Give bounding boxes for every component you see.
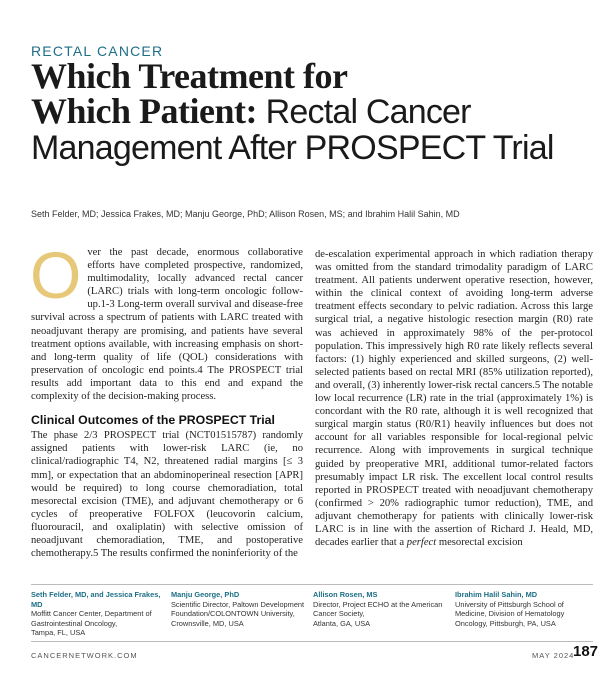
left-column [30, 238, 303, 560]
author-bio [313, 590, 453, 628]
bio-line: Atlanta, GA, USA [313, 618, 371, 628]
intro-text: ver the past decade, enormous collaborative efforts have completed prospective, randomized, multimodality, locally advanced rectal cancer (LARC) trials with long-term oncologic follow-up.1-3 Long-term overall survival and disease-free survival across a spectrum of patients with LARC treated with neoadjuvant therapy are promising, and patients have several treatment options available, with increasing emphasis on short- and long-term quality of life (QOL) considerations with preservation of oncologic end points.4 The PROSPECT trial results add important data to this end and expand the complexity of the decision-making process. [31, 247, 303, 403]
bio-line: Tampa, FL, USA [31, 628, 86, 638]
body-paragraph-right [315, 248, 593, 549]
article-title [31, 56, 601, 167]
bio-name: Seth Felder, MD, and Jessica Frakes, MD [31, 590, 161, 609]
body-text-right-end: mesorectal excision [436, 537, 523, 549]
bio-name: Ibrahim Halil Sahin, MD [455, 590, 538, 599]
bio-line: Medicine, Division of Hematology [455, 609, 565, 619]
bio-line: Director, Project ECHO at the American [313, 599, 443, 609]
body-text-right: de-escalation experimental approach in which radiation therapy was omitted from the standard trimodality paradigm of LARC treatment. All patients underwent operative resection, however, within the clinical context of avoiding long-term adverse treatment effects secondary to pelvic radiation. Across this large surgical trial, a negative histologic resection margin (R0) rate was achieved in approximately 98% of the per-protocol population. This impressively high R0 rate likely reflects several factors: (1) highly experienced and skilled surgeons, (2) well-selected patients based on rectal MRI (85% utilization reported), and overall, (3) inherently lower-risk rectal cancers.5 The notable low local recurrence (LR) rate in the trial (approximately 1%) is concordant with the R0 rate, although it is well recognized that surgical margin status (R0/R1) heavily influences but does not account for all variables responsible for local-regional pelvic recurrence. Along with improvements in surgical technique guided by preoperative MRI, additional tumor-related factors presumably impact LR risk. The excellent local control results reported in PROSPECT treated with neoadjuvant chemotherapy (confirmed > 20% radiographic tumor reduction), TME, and adjuvant chemotherapy for patients with clinically lower-risk LARC is in line with the assertion of Richard J. Heald, MD, decades earlier that a [315, 249, 593, 549]
bio-divider [31, 584, 593, 585]
title-line-2-light: Rectal Cancer [256, 93, 471, 131]
author-bio [171, 590, 311, 628]
author-list: Seth Felder, MD; Jessica Frakes, MD; Manju George, PhD; Allison Rosen, MS; and Ibrahim Halil Sahin, MD [31, 209, 460, 219]
drop-cap: O [30, 238, 82, 312]
bio-line: Foundation/COLONTOWN University, [171, 609, 295, 619]
page-number: 187 [573, 643, 599, 660]
bio-line: University of Pittsburgh School of [455, 599, 564, 609]
intro-paragraph [30, 238, 303, 403]
right-column [315, 248, 593, 549]
body-paragraph-left: The phase 2/3 PROSPECT trial (NCT01515787) randomly assigned patients with lower-risk LARC (ie, no clinical/radiographic T4, N2, threatened radial margins [≤ 3 mm], or expectation that an abdominoperineal resection [APR] would be required) to long course chemoradiation, total mesorectal excision (TME), and adjuvant chemotherapy or 6 cycles of preoperative FOLFOX (leucovorin calcium, fluorouracil, and oxaliplatin) with selective omission of neoadjuvant chemoradiation, TME, and postoperative chemotherapy.5 The results confirmed the noninferiority of the [31, 430, 303, 560]
bio-line: Moffitt Cancer Center, Department of [31, 609, 152, 619]
section-heading: Clinical Outcomes of the PROSPECT Trial [31, 413, 275, 428]
bio-name: Allison Rosen, MS [313, 590, 378, 599]
title-line-3: Management After PROSPECT Trial [31, 129, 554, 167]
bio-line: Crownsville, MD, USA [171, 618, 244, 628]
author-bio [455, 590, 595, 628]
footer-website: CANCERNETWORK.COM [31, 651, 138, 660]
bio-line: Oncology, Pittsburgh, PA, USA [455, 618, 556, 628]
bio-line: Cancer Society, [313, 609, 365, 619]
bio-line: Gastrointestinal Oncology, [31, 618, 118, 628]
italic-word: perfect [406, 537, 437, 549]
footer-date: MAY 2024 [532, 651, 575, 660]
bio-name: Manju George, PhD [171, 590, 240, 599]
author-bio [31, 590, 171, 638]
footer-divider [31, 641, 593, 642]
title-line-1: Which Treatment for [31, 56, 348, 96]
section-kicker: RECTAL CANCER [31, 43, 164, 59]
title-line-2-bold: Which Patient: [31, 91, 257, 131]
bio-line: Scientific Director, Paltown Development [171, 599, 305, 609]
